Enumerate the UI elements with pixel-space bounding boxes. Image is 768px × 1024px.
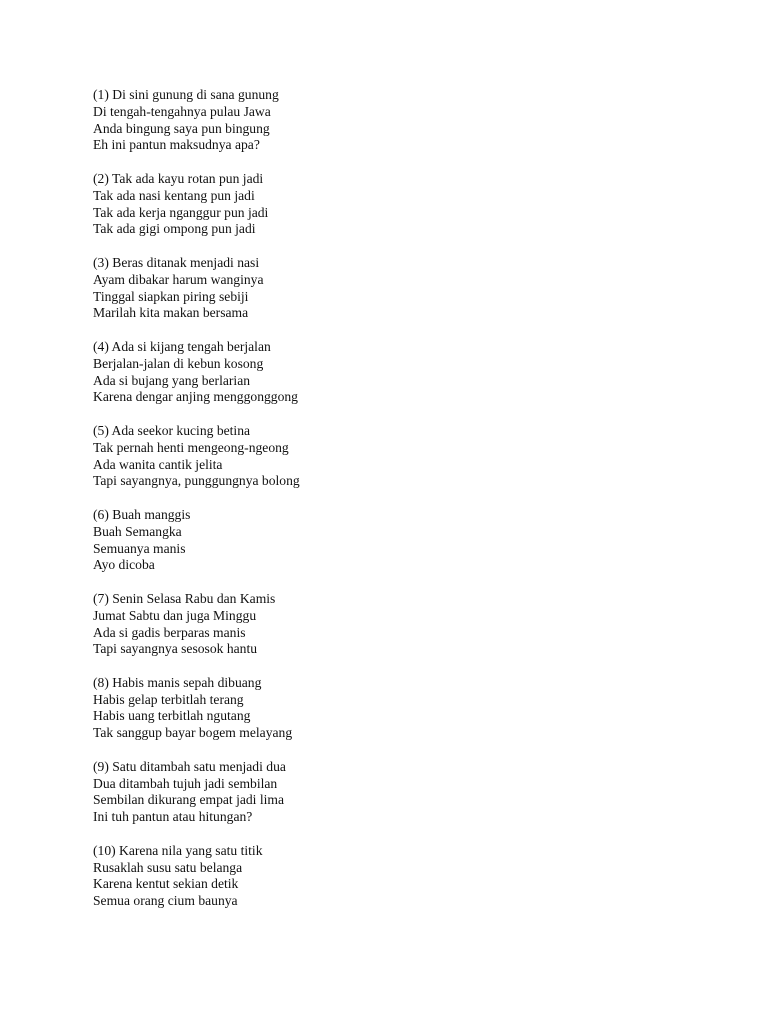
- pantun-line: Semuanya manis: [93, 540, 186, 556]
- pantun-line: Buah Semangka: [93, 523, 182, 539]
- pantun-line: (5) Ada seekor kucing betina: [93, 422, 251, 438]
- pantun-line: Dua ditambah tujuh jadi sembilan: [93, 775, 278, 791]
- pantun-line: Karena kentut sekian detik: [93, 876, 239, 892]
- pantun-line: (1) Di sini gunung di sana gunung: [93, 87, 279, 102]
- pantun-line: Di tengah-tengahnya pulau Jawa: [93, 103, 271, 119]
- pantun-stanza-3: [93, 255, 300, 322]
- pantun-line: Berjalan-jalan di kebun kosong: [93, 355, 264, 371]
- pantun-stanza-7: [93, 591, 300, 658]
- pantun-line: Tak ada kerja nganggur pun jadi: [93, 204, 269, 220]
- pantun-stanza-8: [93, 675, 300, 742]
- pantun-line: Anda bingung saya pun bingung: [93, 120, 270, 136]
- pantun-line: (10) Karena nila yang satu titik: [93, 842, 263, 858]
- pantun-line: Rusaklah susu satu belanga: [93, 859, 243, 875]
- pantun-line: (6) Buah manggis: [93, 506, 191, 522]
- pantun-line: (4) Ada si kijang tengah berjalan: [93, 338, 271, 354]
- pantun-line: Tak sanggup bayar bogem melayang: [93, 725, 293, 741]
- pantun-line: Tak pernah henti mengeong-ngeong: [93, 439, 289, 455]
- pantun-line: Ada si gadis berparas manis: [93, 624, 246, 640]
- pantun-line: Ada wanita cantik jelita: [93, 456, 223, 472]
- pantun-line: Tak ada gigi ompong pun jadi: [93, 221, 256, 237]
- pantun-line: Tapi sayangnya, punggungnya bolong: [93, 473, 300, 489]
- pantun-line: Ayo dicoba: [93, 557, 155, 573]
- pantun-stanza-10: [93, 843, 300, 910]
- pantun-stanza-6: [93, 507, 300, 574]
- pantun-stanza-5: [93, 423, 300, 490]
- pantun-line: (2) Tak ada kayu rotan pun jadi: [93, 170, 264, 186]
- pantun-line: Marilah kita makan bersama: [93, 305, 249, 321]
- pantun-line: (7) Senin Selasa Rabu dan Kamis: [93, 590, 276, 606]
- pantun-line: Ini tuh pantun atau hitungan?: [93, 809, 253, 825]
- pantun-line: Habis gelap terbitlah terang: [93, 691, 244, 707]
- pantun-line: (9) Satu ditambah satu menjadi dua: [93, 758, 286, 774]
- pantun-line: Semua orang cium baunya: [93, 893, 238, 909]
- pantun-line: Sembilan dikurang empat jadi lima: [93, 792, 285, 808]
- pantun-line: Tinggal siapkan piring sebiji: [93, 288, 249, 304]
- pantun-stanza-1: [93, 87, 300, 154]
- pantun-line: (3) Beras ditanak menjadi nasi: [93, 254, 260, 270]
- pantun-line: Tapi sayangnya sesosok hantu: [93, 641, 258, 657]
- pantun-stanza-9: [93, 759, 300, 826]
- pantun-line: Karena dengar anjing menggonggong: [93, 389, 298, 405]
- pantun-line: (8) Habis manis sepah dibuang: [93, 674, 262, 690]
- pantun-line: Ayam dibakar harum wanginya: [93, 271, 264, 287]
- pantun-line: Ada si bujang yang berlarian: [93, 372, 251, 388]
- pantun-line: Jumat Sabtu dan juga Minggu: [93, 607, 257, 623]
- pantun-stanza-2: [93, 171, 300, 238]
- pantun-list: [93, 87, 300, 927]
- pantun-stanza-4: [93, 339, 300, 406]
- pantun-line: Eh ini pantun maksudnya apa?: [93, 137, 260, 153]
- pantun-line: Habis uang terbitlah ngutang: [93, 708, 251, 724]
- pantun-line: Tak ada nasi kentang pun jadi: [93, 187, 255, 203]
